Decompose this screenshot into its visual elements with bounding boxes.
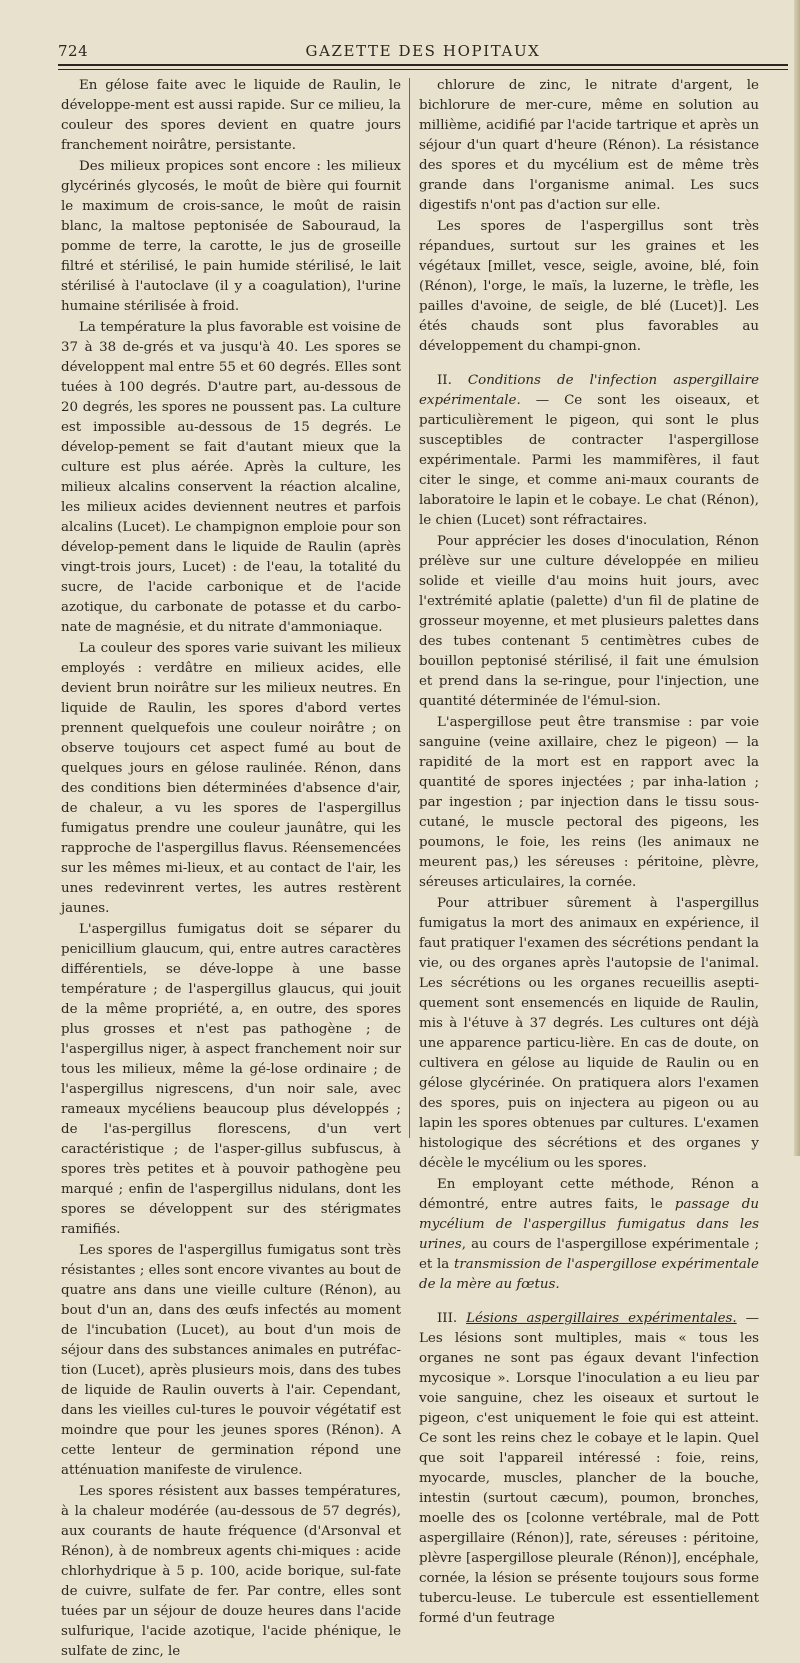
italic-phrase: transmission de l'aspergillose expérimentale de la mère au fœtus. [419,1257,759,1292]
right-column [419,76,759,1630]
paragraph: Les spores de l'aspergillus fumigatus sont très résistantes ; elles sont encore vivantes au bout de quatre ans dans une vieille culture (Rénon), au bout d'un an, dans des œufs infectés au moment de l'incubation (Lucet), au bout d'un mois de séjour dans des substances animales en putréfac-tion (Lucet), après plusieurs mois, dans des tubes de liquide de Raulin ouverts à l'air. Cependant, dans les vieilles cul-tures le pouvoir végétatif est moindre que pour les jeunes spores (Rénon). A cette lenteur de germination répond une atténuation manifeste de virulence. [61,1243,401,1478]
paragraph: Des milieux propices sont encore : les milieux glycérinés glycosés, le moût de bière qui fournit le maximum de crois-sance, le moût de raisin blanc, la maltose peptonisée de Sabouraud, la pomme de terre, la carotte, le jus de groseille filtré et stérilisé, le pain humide stérilisé, le lait stérilisé à l'autoclave (il y a coagulation), l'urine humaine stérilisée à froid. [61,159,401,314]
column-divider [409,78,410,1138]
text-run: , au cours de l'aspergillose expérimentale ; et la [419,1237,759,1272]
paragraph: Pour attribuer sûrement à l'aspergillus fumigatus la mort des animaux en expérience, il faut pratiquer l'examen des sécrétions pendant la vie, ou des organes après l'autopsie de l'animal. Les sécrétions ou les organes recueillis asepti-quement sont ensemencés en liquide de Raulin, mis à l'étuve à 37 degrés. Les cultures ont déjà une apparence particu-lière. En cas de doute, on cultivera en gélose au liquide de Raulin ou en gélose glycérinée. On pratiquera alors l'examen des spores, puis on injectera au pigeon ou au lapin les spores obtenues par cultures. L'examen histologique des sécrétions et des organes y décèle le mycélium ou les spores. [419,896,759,1171]
section-title: Lésions aspergillaires expérimentales. [466,1311,737,1326]
paragraph: La couleur des spores varie suivant les milieux employés : verdâtre en milieux acides, elle devient brun noirâtre sur les milieux neutres. En liquide de Raulin, les spores d'abord vertes prennent quelquefois une couleur noirâtre ; on observe toujours cet aspect fumé au bout de quelques jours en gélose raulinée. Rénon, dans des conditions bien déterminées d'absence d'air, de chaleur, a vu les spores de l'aspergillus fumigatus prendre une couleur jaunâtre, qui les rapproche de l'aspergillus flavus. Réensemencées sur les mêmes mi-lieux, et au contact de l'air, les unes redevinrent vertes, les autres restèrent jaunes. [61,641,401,916]
page-header [58,42,788,64]
left-column [61,76,401,1663]
paragraph: chlorure de zinc, le nitrate d'argent, le bichlorure de mer-cure, même en solution au millième, acidifié par l'acide tartrique et après un séjour d'un quart d'heure (Rénon). La résistance des spores et du mycélium est de même très grande dans l'organisme animal. Les sucs digestifs n'ont pas d'action sur elle. [419,78,759,213]
paragraph: L'aspergillus fumigatus doit se séparer du penicillium glaucum, qui, entre autres caractères différentiels, se déve-loppe à une basse température ; de l'aspergillus glaucus, qui jouit de la même propriété, a, en outre, des spores plus grosses et n'est pas pathogène ; de l'aspergillus niger, à aspect franchement noir sur tous les milieux, même la gé-lose ordinaire ; de l'aspergillus nigrescens, d'un noir sale, avec rameaux mycéliens beaucoup plus développés ; de l'as-pergillus florescens, d'un vert caractéristique ; de l'asper-gillus subfuscus, à spores très petites et à pouvoir pathogène peu marqué ; enfin de l'aspergillus nidulans, dont les spores se développent sur des stérigmates ramifiés. [61,922,401,1237]
paragraph: Pour apprécier les doses d'inoculation, Rénon prélève sur une culture développée en milieu solide et vieille d'au moins huit jours, avec l'extrémité aplatie (palette) d'un fil de platine de grosseur moyenne, et met plusieurs palettes dans des tubes contenant 5 centimètres cubes de bouillon peptonisé stérilisé, il fait une émulsion et prend dans la se-ringue, pour l'injection, une quantité déterminée de l'émul-sion. [419,534,759,709]
header-rule-thick [58,64,788,66]
section-text: — Les lésions sont multiples, mais « tous les organes ne sont pas égaux devant l'infection mycosique ». Lorsque l'inoculation a eu lieu par voie sanguine, chez les oiseaux et surtout le pigeon, c'est uniquement le foie qui est atteint. Ce sont les reins chez le cobaye et le lapin. Quel que soit l'appareil intéressé : foie, reins, myocarde, muscles, plancher de la bouche, intestin (surtout cæcum), poumon, bronches, moelle des os [colonne vertébrale, mal de Pott aspergillaire (Rénon)], rate, séreuses : péritoine, plèvre [aspergillose pleurale (Rénon)], encéphale, cornée, la lésion se présente toujours sous forme tubercu-leuse. Le tubercule est essentiellement formé d'un feutrage [419,1311,759,1626]
section-text: — Ce sont les oiseaux, et particulièrement le pigeon, qui sont le plus susceptibles de contracter l'aspergillose expérimentale. Parmi les mammifères, il faut citer le singe, et comme ani-maux courants de laboratoire le lapin et le cobaye. Le chat (Rénon), le chien (Lucet) sont réfractaires. [419,393,759,528]
paragraph: En gélose faite avec le liquide de Raulin, le développe-ment est aussi rapide. Sur ce milieu, la couleur des spores devient en quatre jours franchement noirâtre, persistante. [61,78,401,153]
section-number: III. [437,1311,458,1326]
section-iii [419,1309,759,1629]
paragraph: Les spores de l'aspergillus sont très répandues, surtout sur les graines et les végétaux [millet, vesce, seigle, avoine, blé, foin (Rénon), l'orge, le maïs, la luzerne, le trèfle, les pailles d'avoine, de seigle, de blé (Lucet)]. Les étés chauds sont plus favorables au développement du champi-gnon. [419,219,759,354]
page-number: 724 [58,42,89,60]
running-title: GAZETTE DES HOPITAUX [305,42,541,60]
section-title: Conditions de l'infection aspergillaire expérimentale. [419,373,759,408]
paragraph: Les spores résistent aux basses températures, à la chaleur modérée (au-dessous de 57 degrés), aux courants de haute fréquence (d'Arsonval et Rénon), à de nombreux agents chi-miques : acide chlorhydrique à 5 p. 100, acide borique, sul-fate de cuivre, sulfate de fer. Par contre, elles sont tuées par un séjour de douze heures dans l'acide sulfurique, l'acide azotique, l'acide phénique, le sulfate de zinc, le [61,1484,401,1659]
section-number: II. [437,373,452,388]
italic-phrase: passage du mycélium de l'aspergillus fumigatus dans les urines [419,1197,759,1252]
text-run: En employant cette méthode, Rénon a démontré, entre autres faits, le [419,1177,759,1212]
paragraph: La température la plus favorable est voisine de 37 à 38 de-grés et va jusqu'à 40. Les spores se développent mal entre 55 et 60 degrés. Elles sont tuées à 100 degrés. D'autre part, au-dessous de 20 degrés, les spores ne poussent pas. La culture est impossible au-dessous de 15 degrés. Le dévelop-pement se fait d'autant mieux que la culture est plus aérée. Après la culture, les milieux alcalins conservent la réaction alcaline, les milieux acides deviennent neutres et parfois alcalins (Lucet). Le champignon emploie pour son dévelop-pement dans le liquide de Raulin (après vingt-trois jours, Lucet) : de l'eau, la totalité du sucre, de l'acide carbonique et de l'acide azotique, du carbonate de potasse et du carbo-nate de magnésie, et du nitrate d'ammoniaque. [61,320,401,635]
header-rule-thin [58,69,788,70]
paragraph [419,1175,759,1295]
paragraph: L'aspergillose peut être transmise : par voie sanguine (veine axillaire, chez le pigeon) — la rapidité de la mort est en rapport avec la quantité de spores injectées ; par inha-lation ; par ingestion ; par injection dans le tissu sous-cutané, le muscle pectoral des pigeons, les poumons, le foie, les reins (les animaux ne meurent pas,) les séreuses : péritoine, plèvre, séreuses articulaires, la cornée. [419,715,759,890]
section-ii [419,371,759,531]
page-spine [794,0,800,1156]
